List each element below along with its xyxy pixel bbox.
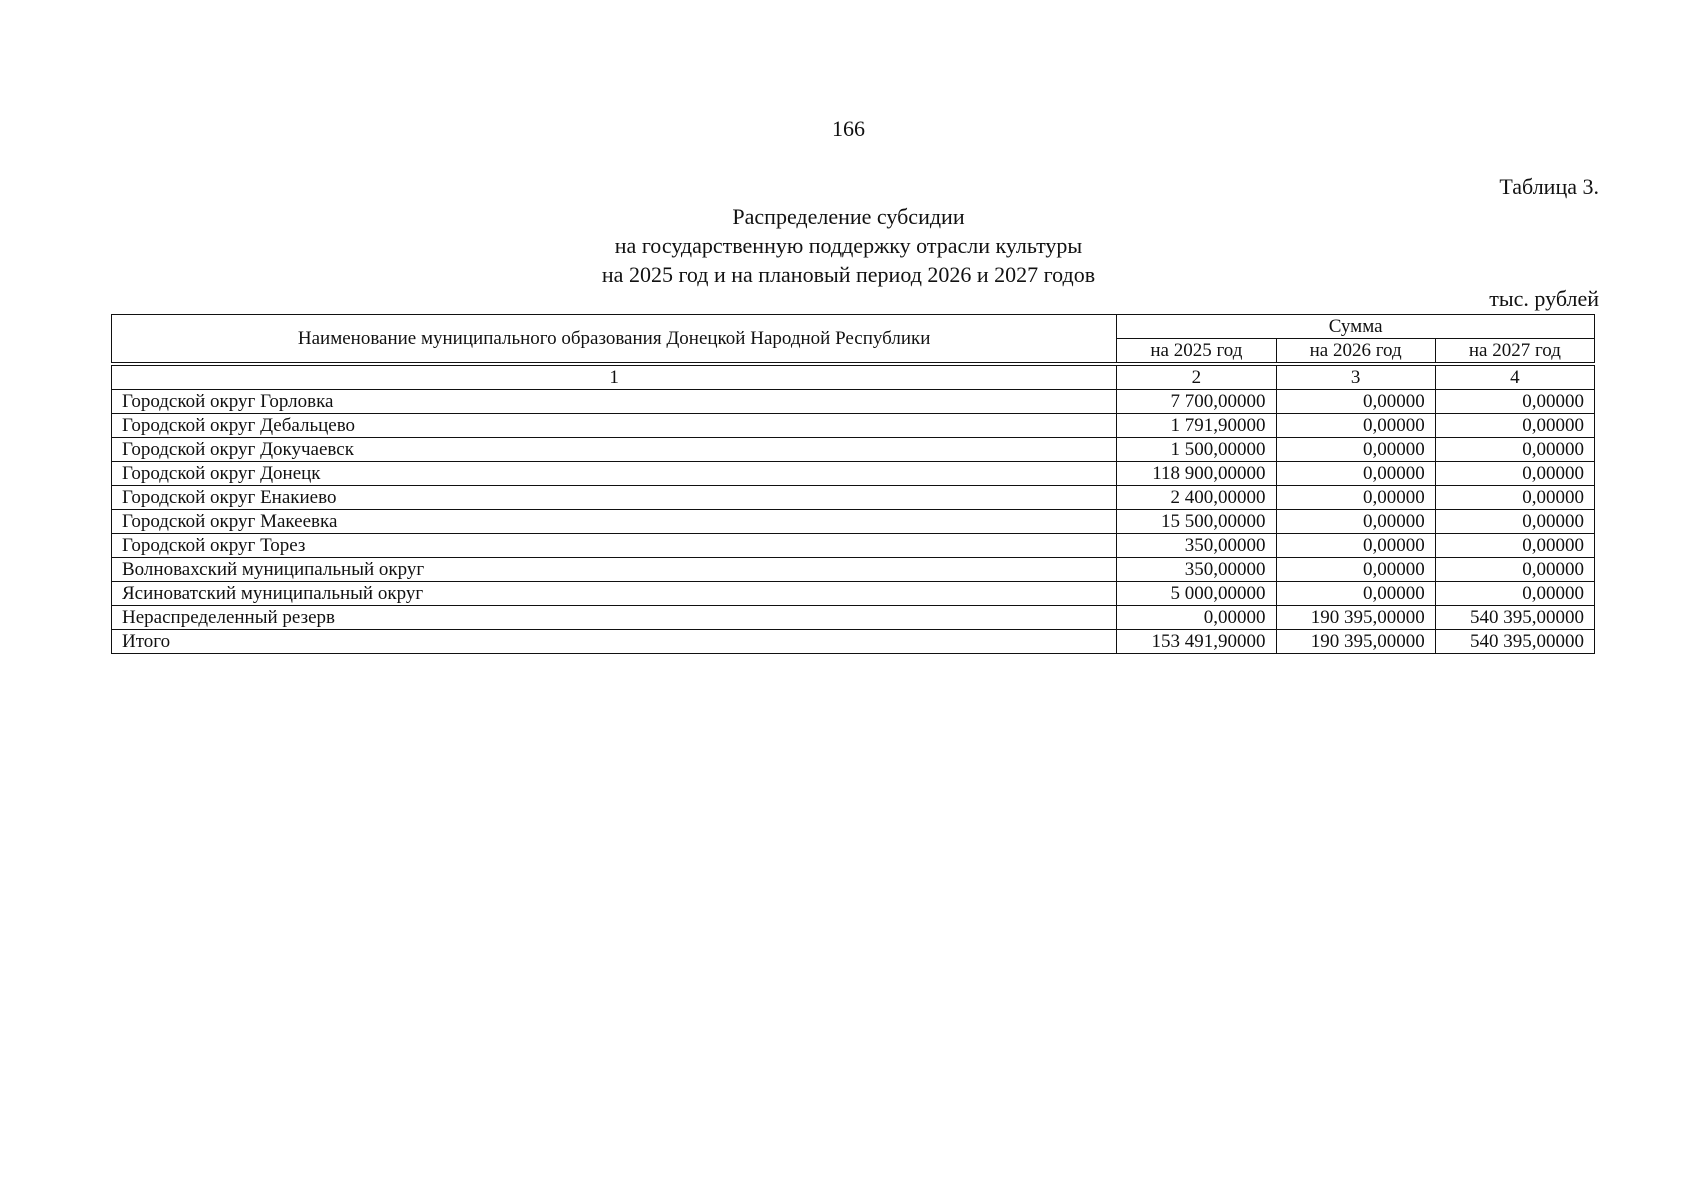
table-row [112, 390, 1595, 414]
title-line-3: на 2025 год и на плановый период 2026 и 2027 годов [601, 262, 1096, 287]
value-2026: 190 395,00000 [1276, 630, 1435, 654]
table-row [112, 606, 1595, 630]
value-2026: 0,00000 [1276, 486, 1435, 510]
table-row [112, 414, 1595, 438]
value-2027: 0,00000 [1435, 462, 1594, 486]
value-2026: 0,00000 [1276, 534, 1435, 558]
row-name: Городской округ Горловка [112, 390, 1117, 414]
value-2025: 153 491,90000 [1117, 630, 1276, 654]
value-2025: 118 900,00000 [1117, 462, 1276, 486]
header-year-2027: на 2027 год [1435, 339, 1594, 363]
value-2025: 350,00000 [1117, 534, 1276, 558]
value-2027: 0,00000 [1435, 438, 1594, 462]
row-name: Городской округ Дебальцево [112, 414, 1117, 438]
subsidy-table [111, 314, 1595, 654]
header-row-1 [112, 315, 1595, 339]
value-2025: 0,00000 [1117, 606, 1276, 630]
units-label: тыс. рублей [1489, 286, 1599, 311]
row-name: Городской округ Торез [112, 534, 1117, 558]
header-sum-group: Сумма [1117, 315, 1595, 339]
title-line-2: на государственную поддержку отрасли культуры [614, 233, 1083, 258]
row-name: Городской округ Енакиево [112, 486, 1117, 510]
value-2027: 0,00000 [1435, 558, 1594, 582]
table-row [112, 510, 1595, 534]
value-2027: 0,00000 [1435, 534, 1594, 558]
table-row [112, 462, 1595, 486]
value-2027: 540 395,00000 [1435, 606, 1594, 630]
value-2026: 0,00000 [1276, 414, 1435, 438]
value-2025: 7 700,00000 [1117, 390, 1276, 414]
value-2027: 0,00000 [1435, 486, 1594, 510]
title-line-1: Распределение субсидии [732, 204, 965, 229]
column-number-row [112, 366, 1595, 390]
value-2027: 0,00000 [1435, 510, 1594, 534]
table-row [112, 486, 1595, 510]
document-title [0, 202, 1697, 289]
page-number: 166 [832, 116, 865, 141]
row-name: Итого [112, 630, 1117, 654]
header-year-2025: на 2025 год [1117, 339, 1276, 363]
value-2026: 0,00000 [1276, 390, 1435, 414]
table-row [112, 534, 1595, 558]
value-2027: 0,00000 [1435, 414, 1594, 438]
value-2025: 2 400,00000 [1117, 486, 1276, 510]
column-number-4: 4 [1435, 366, 1594, 390]
value-2025: 5 000,00000 [1117, 582, 1276, 606]
header-year-2026: на 2026 год [1276, 339, 1435, 363]
value-2026: 0,00000 [1276, 582, 1435, 606]
value-2027: 0,00000 [1435, 390, 1594, 414]
table-row [112, 582, 1595, 606]
row-name: Городской округ Макеевка [112, 510, 1117, 534]
table-row [112, 438, 1595, 462]
row-name: Городской округ Докучаевск [112, 438, 1117, 462]
value-2027: 540 395,00000 [1435, 630, 1594, 654]
value-2027: 0,00000 [1435, 582, 1594, 606]
table-row-total [112, 630, 1595, 654]
table-label: Таблица 3. [1499, 174, 1599, 199]
value-2026: 0,00000 [1276, 462, 1435, 486]
table-header [112, 315, 1595, 390]
value-2025: 350,00000 [1117, 558, 1276, 582]
table-body [112, 390, 1595, 654]
value-2025: 1 500,00000 [1117, 438, 1276, 462]
column-number-2: 2 [1117, 366, 1276, 390]
column-number-3: 3 [1276, 366, 1435, 390]
table-row [112, 558, 1595, 582]
value-2026: 0,00000 [1276, 438, 1435, 462]
row-name: Ясиноватский муниципальный округ [112, 582, 1117, 606]
value-2025: 15 500,00000 [1117, 510, 1276, 534]
value-2026: 0,00000 [1276, 510, 1435, 534]
column-number-1: 1 [112, 366, 1117, 390]
value-2026: 0,00000 [1276, 558, 1435, 582]
value-2026: 190 395,00000 [1276, 606, 1435, 630]
value-2025: 1 791,90000 [1117, 414, 1276, 438]
row-name: Нераспределенный резерв [112, 606, 1117, 630]
row-name: Волновахский муниципальный округ [112, 558, 1117, 582]
header-name-column: Наименование муниципального образования Донецкой Народной Республики [112, 315, 1117, 363]
row-name: Городской округ Донецк [112, 462, 1117, 486]
